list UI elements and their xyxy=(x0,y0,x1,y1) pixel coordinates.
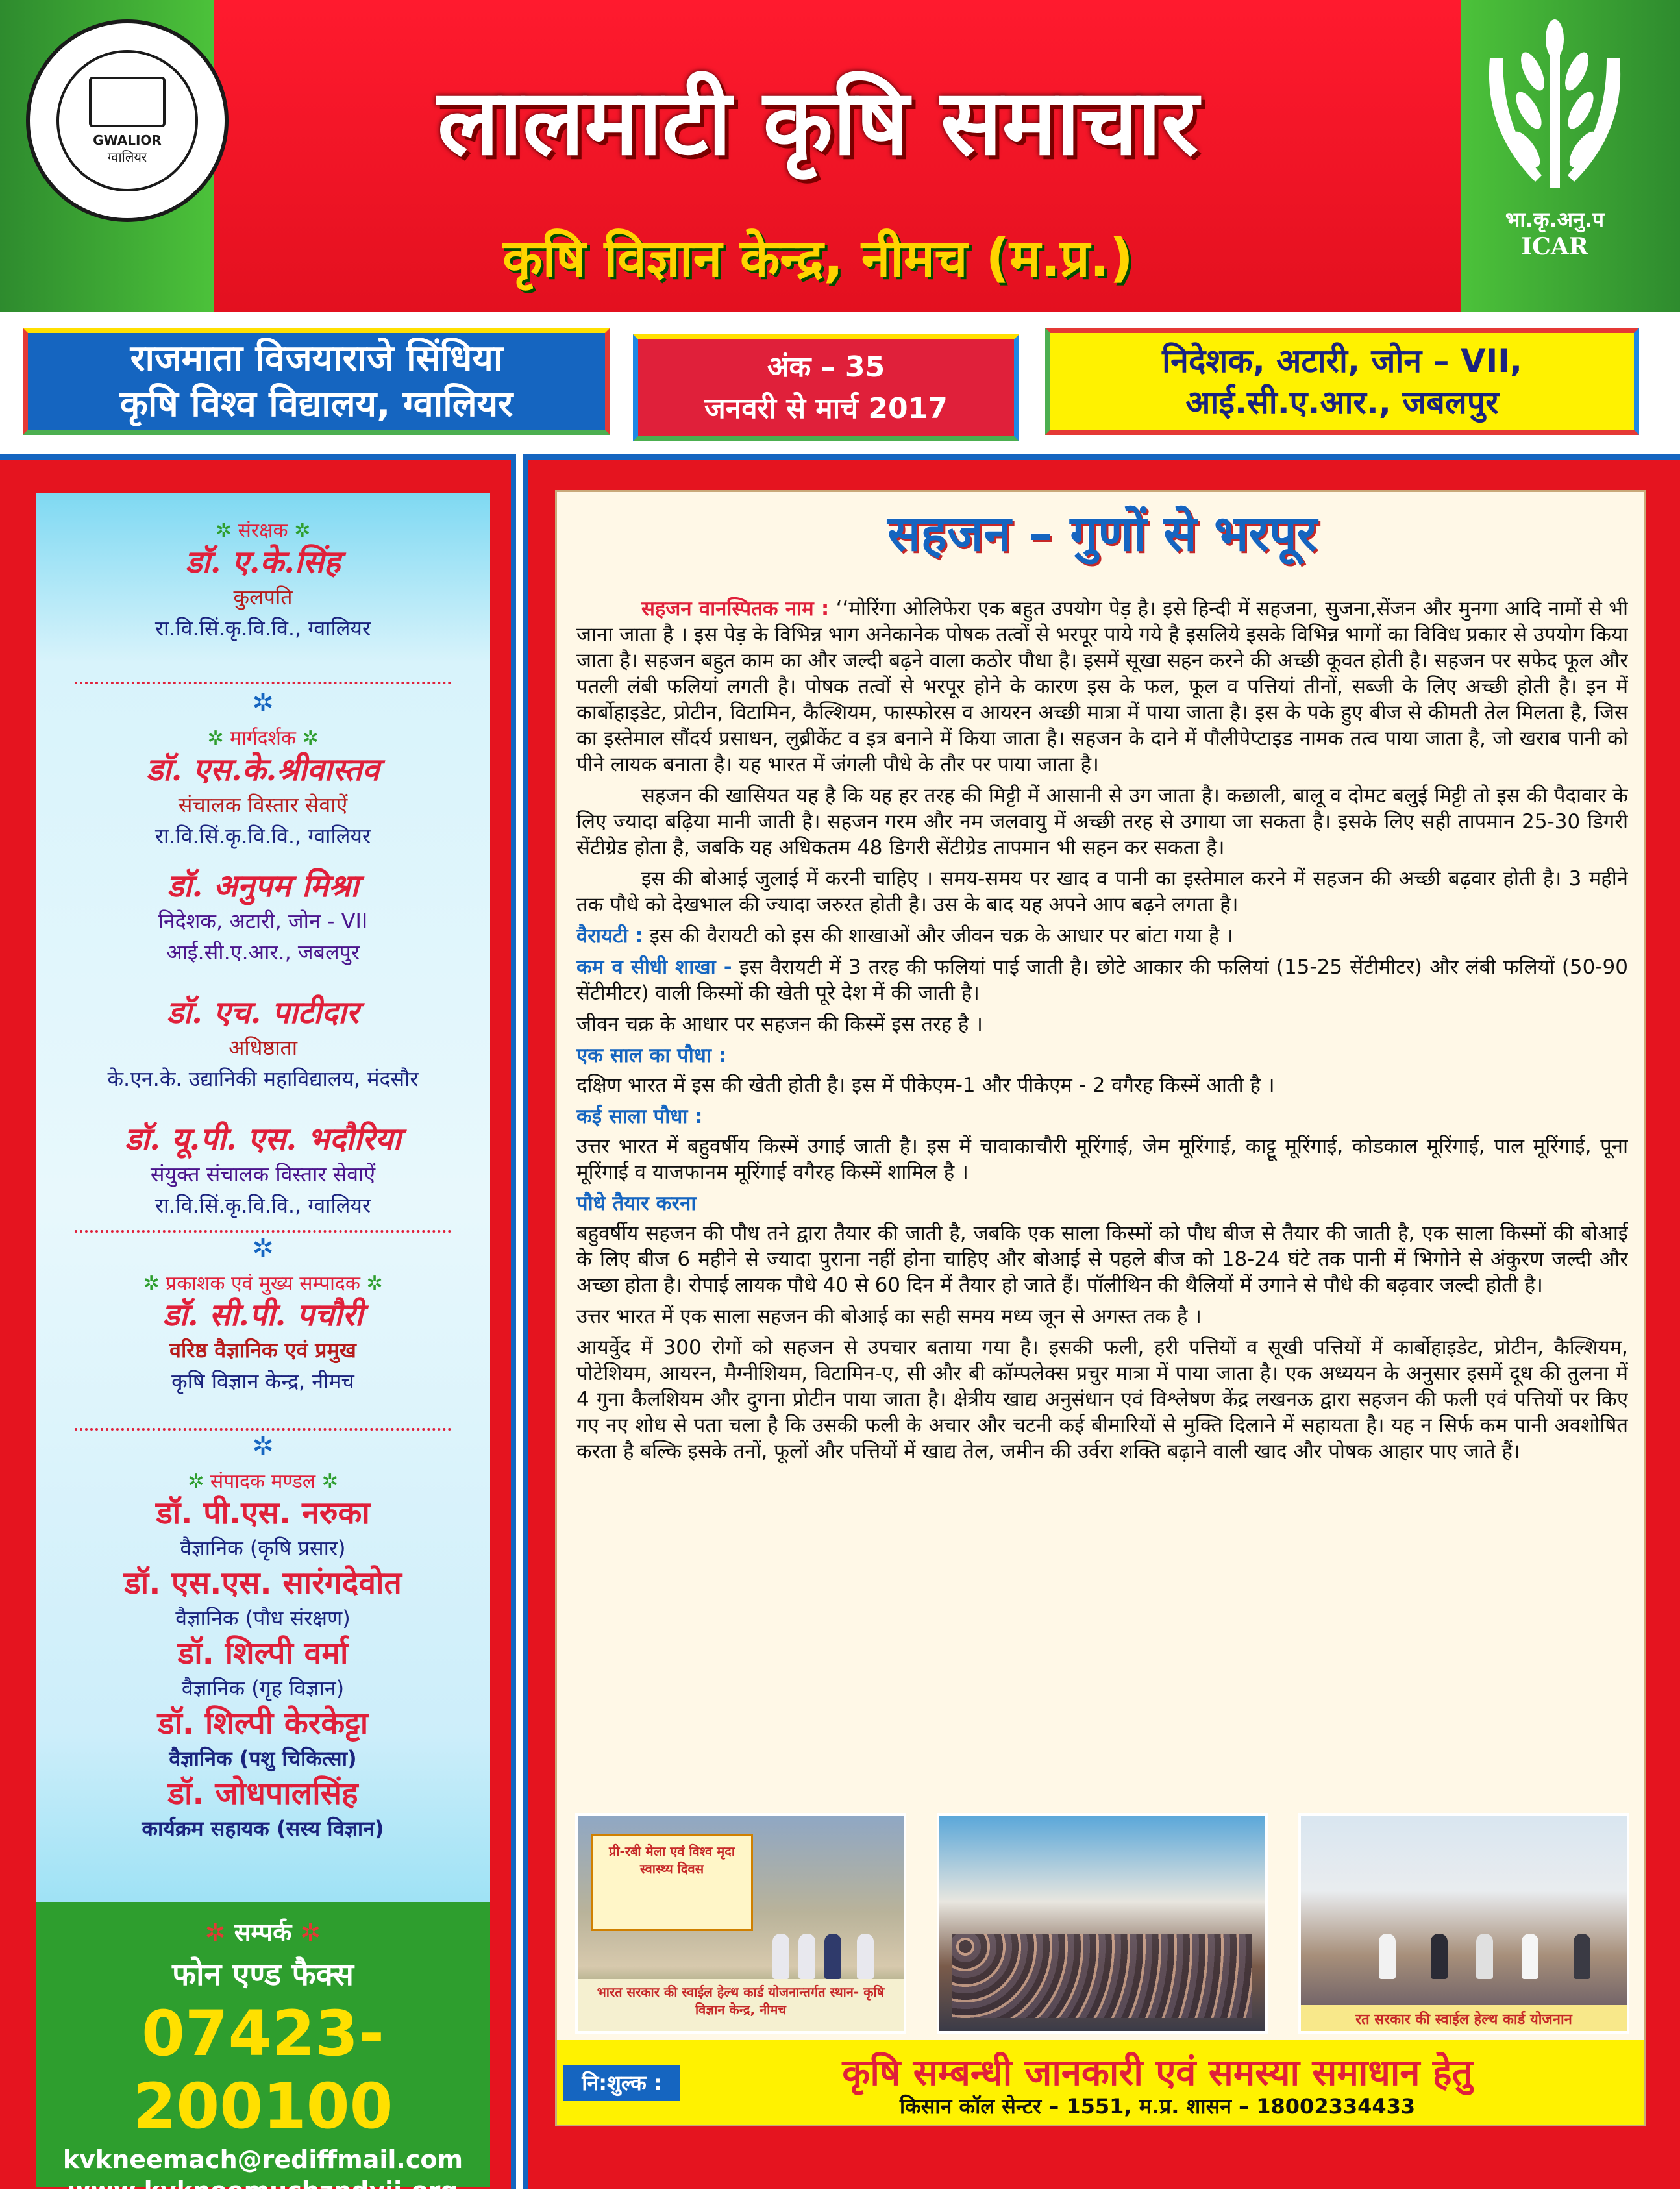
editor1-name: डॉ. पी.एस. नरुका xyxy=(156,1495,370,1531)
person-figure xyxy=(1522,1934,1538,1979)
sidebar xyxy=(36,493,490,1902)
guide4-org: रा.वि.सिं.कृ.वि.वि., ग्वालियर xyxy=(154,1193,371,1218)
editor4-name: डॉ. शिल्पी केरकेट्टा xyxy=(157,1705,369,1742)
article-paragraph: उत्तर भारत में एक साला सहजन की बोआई का सही समय मध्य जून से अगस्त तक है । xyxy=(576,1305,1202,1328)
article-paragraph: उत्तर भारत में बहुवर्षीय किस्में उगाई जाती है। इस में चावाकाचौरी मूरिंगाई, जेम मूरिंगाई, काट्टू मूरिंगाई, कोडकाल मूरिंगाई, पाल मूरिंगाई, पूना मूरिंगाई व याजफानम मूरिंगाई वगैरह किस्में शामिल है । xyxy=(576,1135,1628,1184)
director-box xyxy=(1045,328,1639,435)
guide2-org: आई.सी.ए.आर., जबलपुर xyxy=(166,940,360,965)
article-title: सहजन – गुणों से भरपूर xyxy=(887,504,1317,562)
photo-caption: भारत सरकार की स्वाईल हेल्थ कार्ड योजनान्तर्गत स्थान- कृषि विज्ञान केन्द्र, नीमच xyxy=(578,1979,904,2031)
patron-heading: ✲ संरक्षक ✲ xyxy=(215,519,311,542)
person-figure xyxy=(857,1934,874,1979)
article-paragraph: सहजन वानस्पितक नाम : ‘‘मोरिंगा ओलिफेरा एक बहुत उपयोग पेड़ है। इसे हिन्दी में सहजना, सुजना,सेंजन और मुनगा आदि नामों से भी जाना जाता है । इस पेड़ के विभिन्न भाग अनेकानेक पोषक तत्वों से भरपूर पाये गये है इसलिये इसके विभिन्न भागों का विविध प्रकार से उपयोग किया जाता है। सहजन बहुत काम का और जल्दी बढ़ने वाला कठोर पौधा है। इसमें सूखा सहन करने की अच्छी कूवत होती है। सहजन पर सफेद फूल और पतली लंबी फलियां लगती है। पोषक तत्वों से भरपूर होने के कारण इस के फल, फूल व पत्तियां तीनों, सब्जी के लिए अच्छी होती है। इन में कार्बोहाइडेट, प्रोटीन, विटामिन, कैल्शियम, फास्फोरस व आयरन अच्छी मात्रा में पाया जाता है। इस के पके हुए बीज से कीमती तेल मिलता है, जिस का इस्तेमाल सौंदर्य प्रसाधन, लुब्रीकेंट व इत्र बनाने में किया जाता है। सहजन के दाने में पौलीपेप्टाइड नामक तत्व पाया जाता है, जो खराब पानी को पीने लायक बनाता है। यह भारत में जंगली पौधे के तौर पर पाया जाता है। xyxy=(576,597,1628,776)
emblem-label: GWALIOR xyxy=(93,132,162,148)
editors-heading: ✲ संपादक मण्डल ✲ xyxy=(188,1470,338,1493)
newsletter-subtitle: कृषि विज्ञान केन्द्र, नीमच (म.प्र.) xyxy=(502,228,1133,288)
section-heading: कई साला पौधा : xyxy=(576,1105,703,1128)
guide2-section xyxy=(36,867,490,968)
university-line2: कृषि विश्व विद्यालय, ग्वालियर xyxy=(119,382,513,425)
helpline-title: कृषि सम्बन्धी जानकारी एवं समस्या समाधान हेतु xyxy=(842,2052,1473,2094)
editor2-role: वैज्ञानिक (पौध संरक्षण) xyxy=(175,1606,351,1631)
wheat-icon xyxy=(1477,19,1633,201)
publisher-section xyxy=(36,1269,490,1397)
editor4-role: वैज्ञानिक (पशु चिकित्सा) xyxy=(169,1746,357,1771)
publisher-heading: ✲ प्रकाशक एवं मुख्य सम्पादक ✲ xyxy=(143,1272,383,1295)
photo-caption: रत सरकार की स्वाईल हेल्थ कार्ड योजनान xyxy=(1301,2005,1627,2031)
guide1-name: डॉ. एस.के.श्रीवास्तव xyxy=(146,752,380,788)
issue-number: अंक – 35 xyxy=(767,350,885,384)
article-paragraph: बहुवर्षीय सहजन की पौध तने द्वारा तैयार की जाती है, जबकि एक साला किस्मों को पौध बीज से तैयार की जाती है, एक साला किस्मों की बोआई के लिए बीज 6 महीने से ज्यादा पुराना नहीं होना चाहिए और बोआई से पहले बीज को 18-24 घंटे तक पानी में भिगोने से अंकुरण जल्दी और अच्छा होता है। रोपाई लायक पौधे 40 से 60 दिन में तैयार हो जाते हैं। पॉलीथिन की थैलियों में उगाने से पौधे की बढ़वार जल्दी होती है। xyxy=(576,1222,1628,1297)
person-figure xyxy=(1574,1934,1590,1979)
guide4-section xyxy=(36,1120,490,1221)
article-paragraph: जीवन चक्र के आधार पर सहजन की किस्में इस तरह है । xyxy=(576,1013,983,1036)
person-figure xyxy=(772,1934,789,1979)
asterisk-icon: ✲ xyxy=(252,1431,274,1461)
guide3-name: डॉ. एच. पाटीदार xyxy=(167,994,359,1031)
university-line1: राजमाता विजयाराजे सिंधिया xyxy=(130,337,503,380)
publisher-name: डॉ. सी.पी. पचौरी xyxy=(162,1297,364,1333)
audience-crowd xyxy=(952,1934,1252,2018)
photo-strip xyxy=(575,1813,1629,2034)
section-heading: एक साल का पौधा : xyxy=(576,1044,727,1067)
contact-email[interactable]: kvkneemach@rediffmail.com xyxy=(62,2145,463,2174)
director-line2: आई.सी.ए.आर., जबलपुर xyxy=(1185,383,1499,421)
editor5-role: कार्यक्रम सहायक (सस्य विज्ञान) xyxy=(142,1816,384,1841)
patron-role: कुलपति xyxy=(233,585,293,610)
publisher-org: कृषि विज्ञान केन्द्र, नीमच xyxy=(171,1369,354,1394)
emblem-inner-ring xyxy=(56,50,198,191)
issue-box xyxy=(633,334,1019,441)
helpline-numbers: किसान कॉल सेन्टर – 1551, म.प्र. शासन – 18002334433 xyxy=(899,2094,1416,2119)
guide-section xyxy=(36,724,490,852)
guide3-role: अधिष्ठाता xyxy=(228,1035,298,1060)
article-paragraph: सहजन की खासियत यह है कि यह हर तरह की मिट्टी में आसानी से उग जाता है। कछाली, बालू व दोमट बलुई मिट्टी तो इस की पैदावार के लिए ज्यादा बढ़िया मानी जाती है। सहजन गरम और नम जलवायु में अच्छी तरह से उगाया जा सकता है। इसके लिए सही तापमान 25-30 डिगरी सेंटीग्रेड होता है, जबकि यह अधिकतम 48 डिगरी सेंटीग्रेड तापमान भी सहन कर सकता है। xyxy=(576,784,1628,859)
guide1-role: संचालक विस्तार सेवाऐं xyxy=(178,793,348,817)
contact-heading: ✲ सम्पर्क ✲ xyxy=(204,1918,321,1947)
guide1-org: रा.वि.सिं.कृ.वि.वि., ग्वालियर xyxy=(154,824,371,848)
contact-phone[interactable]: 07423-200100 xyxy=(132,1997,393,2143)
person-figure xyxy=(1379,1934,1396,1979)
issue-period: जनवरी से मार्च 2017 xyxy=(704,391,948,425)
helpline-bar xyxy=(557,2040,1644,2125)
stage-banner: प्री-रबी मेला एवं विश्व मृदा स्वास्थ्य दिवस xyxy=(591,1834,753,1931)
editor3-name: डॉ. शिल्पी वर्मा xyxy=(177,1635,349,1671)
contact-box xyxy=(36,1902,490,2205)
patron-name: डॉ. ए.के.सिंह xyxy=(185,544,341,580)
guide3-section xyxy=(36,993,490,1094)
divider xyxy=(75,682,451,684)
university-box xyxy=(23,328,610,435)
editor1-role: वैज्ञानिक (कृषि प्रसार) xyxy=(180,1536,346,1560)
guide2-role: निदेशक, अटारी, जोन - VII xyxy=(158,909,368,933)
book-icon xyxy=(89,77,166,127)
article-paragraph: दक्षिण भारत में इस की खेती होती है। इस में पीकेएम-1 और पीकेएम - 2 वगैरह किस्में आती है । xyxy=(576,1074,1275,1097)
editor2-name: डॉ. एस.एस. सारंगदेवोत xyxy=(124,1565,402,1601)
person-figure xyxy=(1476,1934,1493,1979)
guide2-name: डॉ. अनुपम मिश्रा xyxy=(167,868,359,904)
guide3-org: के.एन.के. उद्यानिकी महाविद्यालय, मंदसौर xyxy=(107,1066,419,1091)
guide4-role: संयुक्त संचालक विस्तार सेवाऐं xyxy=(150,1162,376,1187)
event-photo-audience xyxy=(937,1813,1268,2034)
article-panel xyxy=(555,490,1646,2126)
editor3-role: वैज्ञानिक (गृह विज्ञान) xyxy=(181,1676,345,1701)
asterisk-icon: ✲ xyxy=(252,688,274,718)
newsletter-title: लालमाटी कृषि समाचार xyxy=(437,70,1199,176)
section-heading: पौधे तैयार करना xyxy=(576,1192,697,1215)
free-label: नि:शुल्क : xyxy=(563,2065,680,2101)
patron-org: रा.वि.सिं.कृ.वि.वि., ग्वालियर xyxy=(154,616,371,641)
publisher-role: वरिष्ठ वैज्ञानिक एवं प्रमुख xyxy=(169,1338,356,1362)
article-paragraph: इस की बोआई जुलाई में करनी चाहिए । समय-समय पर खाद व पानी का इस्तेमाल करने में सहजन की अच्छी बढ़वार होती है। 3 महीने तक पौधे को देखभाल की ज्यादा जरुरत होती है। उस के बाद यह अपने आप बढ़ने लगता है। xyxy=(576,867,1628,917)
divider xyxy=(75,1428,451,1431)
article-paragraph: वैरायटी : इस की वैरायटी को इस की शाखाओं और जीवन चक्र के आधार पर बांटा गया है । xyxy=(576,924,1233,948)
university-emblem xyxy=(26,19,229,222)
person-figure xyxy=(798,1934,815,1979)
icar-hindi-label: भा.कृ.अनु.प xyxy=(1505,207,1605,232)
divider xyxy=(75,1230,451,1233)
asterisk-icon: ✲ xyxy=(252,1233,274,1263)
editor5-name: डॉ. जोधपालसिंह xyxy=(167,1775,358,1812)
emblem-label-hindi: ग्वालियर xyxy=(107,149,147,165)
editors-section xyxy=(36,1467,490,1844)
person-figure xyxy=(824,1934,841,1979)
patron-section xyxy=(36,516,490,644)
director-line1: निदेशक, अटारी, जोन – VII, xyxy=(1162,341,1522,380)
contact-website[interactable]: www.kvkneemuchzpdvii.org xyxy=(68,2176,458,2205)
article-paragraph: आयर्वुेद में 300 रोगों को सहजन से उपचार बताया गया है। इसकी फली, हरी पत्तियों व सूखी पत्तियों में कार्बोहाइडेट, प्रोटीन, कैल्शियम, पोटेशियम, आयरन, मैग्नीशियम, विटामिन-ए, सी और बी कॉम्पलेक्स प्रचुर मात्रा में पाया जाता है। एक अध्ययन के अनुसार इसमें दूध की तुलना में 4 गुना कैलशियम और दुगना प्रोटीन पाया जाता है। क्षेत्रीय खाद्य अनुसंधान एवं विश्लेषण केंद्र लखनऊ द्वारा सहजन की फली एवं पत्तियों पर किए गए नए शोध से पता चला है कि उसकी फली के अचार और चटनी कई बीमारियों से मुक्ति दिलाने में सहायता है। यह न सिर्फ कम पानी अवशोषित करता है बल्कि इसके तनों, फूलों और पत्तियों में खाद्य तेल, जमीन की उर्वरा शक्ति बढ़ाने वाली खाद और पोषक आहार पाए जाते हैं। xyxy=(576,1336,1628,1463)
article-body xyxy=(576,596,1628,1878)
icar-logo xyxy=(1454,19,1655,279)
event-photo-award xyxy=(1298,1813,1629,2034)
contact-sub: फोन एण्ड फैक्स xyxy=(172,1956,354,1993)
person-figure xyxy=(1431,1934,1448,1979)
guide-heading: ✲ मार्गदर्शक ✲ xyxy=(207,727,319,750)
article-paragraph: कम व सीधी शाखा - इस वैरायटी में 3 तरह की फलियां पाई जाती है। छोटे आकार की फलियां (15-25 सेंटीमीटर) और लंबी फलियों (50-90 सेंटीमीटर) वाली किस्मों की खेती पूरे देश में की जाती है। xyxy=(576,955,1628,1005)
icar-english-label: ICAR xyxy=(1521,233,1588,260)
event-photo-stage xyxy=(575,1813,906,2034)
guide4-name: डॉ. यू.पी. एस. भदौरिया xyxy=(125,1121,401,1157)
